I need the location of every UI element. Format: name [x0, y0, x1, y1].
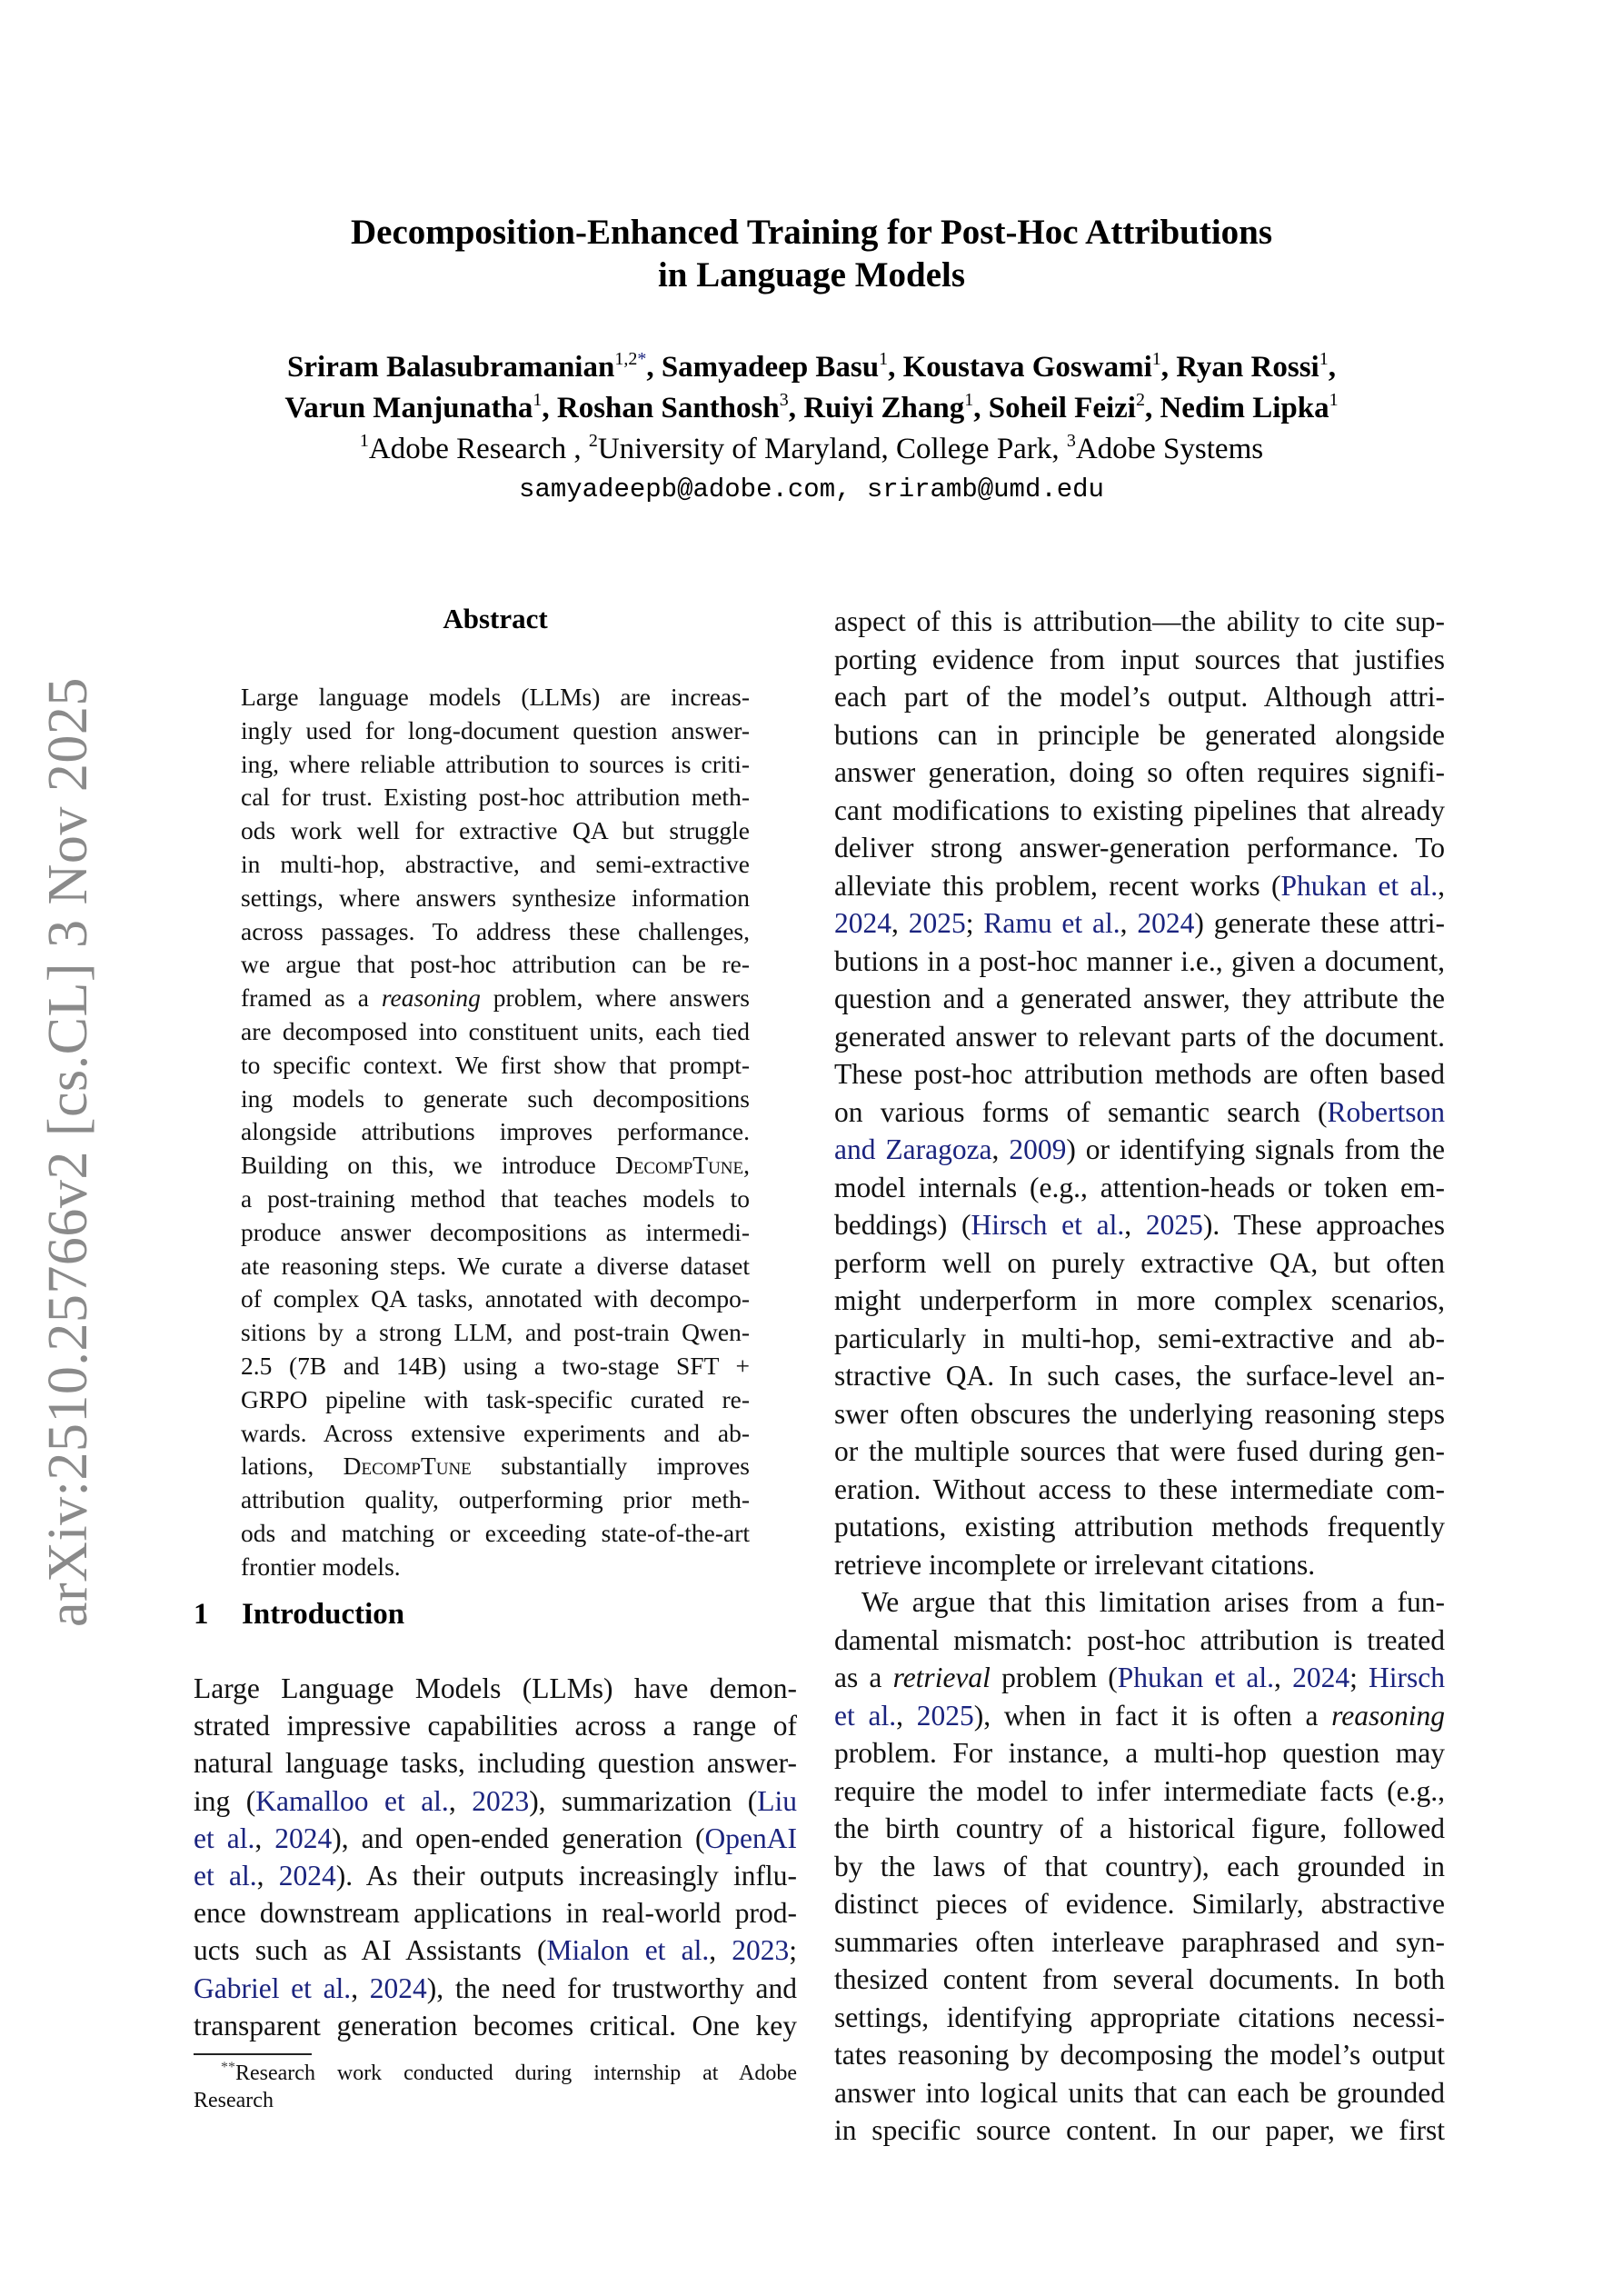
text-run: Large language models (LLMs) are increas-: [241, 683, 750, 711]
text-run: ;: [789, 1934, 798, 1967]
text-run: Large Language Models (LLMs) have demon-: [194, 1672, 797, 1704]
text-run: ,: [891, 907, 909, 939]
affiliation-marker: 1: [1319, 349, 1329, 369]
text-run: might underperform in more complex scenarios,: [834, 1284, 1445, 1316]
footnote-marker-link[interactable]: *: [637, 349, 647, 369]
text-run: swer often obscures the underlying reasoning steps: [834, 1397, 1445, 1430]
text-line: [241, 1417, 750, 1451]
text-run: ,: [991, 1133, 1010, 1165]
emphasis-text: reasoning: [381, 983, 481, 1013]
affiliation-marker: 2: [1135, 390, 1145, 410]
text-run: ing, where reliable attribution to sources is criti-: [241, 749, 750, 778]
text-line: [834, 1357, 1445, 1395]
text-run: Building on this, we introduce: [241, 1151, 615, 1180]
emphasis-text: retrieval: [892, 1662, 991, 1693]
text-run: ,: [448, 1784, 473, 1817]
text-line: [241, 1049, 750, 1083]
text-line: [834, 1583, 1445, 1622]
text-run: ,: [1120, 907, 1138, 939]
author-name: Samyadeep Basu: [661, 351, 880, 384]
text-run: ;: [965, 907, 984, 939]
citation-link[interactable]: 2009: [1009, 1133, 1067, 1165]
text-line: [834, 792, 1445, 830]
text-run: thesized content from several documents. In both: [834, 1963, 1445, 1995]
text-run: ods and matching or exceeding state-of-the-art: [241, 1518, 750, 1547]
text-run: distinct pieces of evidence. Similarly, abstractive: [834, 1888, 1445, 1920]
abstract-body: [241, 681, 750, 1584]
text-run: frontier models.: [241, 1552, 401, 1581]
text-line: [194, 1857, 797, 1894]
citation-link[interactable]: Ramu et al.: [983, 907, 1120, 939]
text-run: to specific context. We first show that prompt-: [241, 1050, 750, 1079]
text-run: porting evidence from input sources that justifies: [834, 643, 1445, 675]
emphasis-text: reasoning: [1331, 1699, 1446, 1732]
text-run: ,: [743, 1151, 750, 1180]
text-line: [834, 2074, 1445, 2112]
text-run: These post-hoc attribution methods are often based: [834, 1058, 1445, 1090]
citation-link[interactable]: and Zaragoza: [834, 1133, 992, 1165]
text-run: damental mismatch: post-hoc attribution is treated: [834, 1623, 1445, 1656]
text-line: [834, 1659, 1445, 1697]
text-run: ,: [1124, 1209, 1146, 1241]
text-run: ) or identifying signals from the: [1066, 1133, 1445, 1165]
text-line: [834, 678, 1445, 716]
text-line: [834, 1131, 1445, 1169]
text-line: [834, 1697, 1445, 1735]
text-run: tates reasoning by decomposing the model’s output: [834, 2039, 1445, 2071]
text-line: [241, 714, 750, 748]
text-line: [241, 748, 750, 782]
text-run: generated answer to relevant parts of the document.: [834, 1020, 1445, 1053]
text-run: answer generation, doing so often requires signifi-: [834, 756, 1445, 788]
text-run: we argue that post-hoc attribution can be re-: [241, 950, 750, 979]
text-run: beddings) (: [834, 1209, 971, 1241]
text-line: [834, 1961, 1445, 1999]
text-line: [241, 848, 750, 882]
citation-link[interactable]: 2024: [1292, 1662, 1350, 1693]
text-run: butions in a post-hoc manner i.e., given a document,: [834, 944, 1445, 977]
text-run: ate reasoning steps. We curate a diverse dataset: [241, 1251, 750, 1280]
text-run: across passages. To address these challenges,: [241, 916, 750, 945]
author-name: Roshan Santhosh: [556, 392, 780, 424]
text-run: alongside attributions improves performance.: [241, 1117, 750, 1146]
text-run: on various forms of semantic search (: [834, 1095, 1328, 1128]
text-run: ods work well for extractive QA but struggle: [241, 816, 750, 845]
affiliation-marker: 1: [533, 390, 543, 410]
text-line: [241, 1383, 750, 1417]
text-run: strated impressive capabilities across a range of: [194, 1710, 797, 1742]
text-line: [241, 1283, 750, 1316]
text-line: [834, 2036, 1445, 2074]
author-name: Soheil Feizi: [988, 392, 1136, 424]
affiliation-name: Adobe Systems: [1075, 433, 1264, 465]
citation-link[interactable]: 2024: [274, 1822, 333, 1854]
text-run: deliver strong answer-generation performance. To: [834, 832, 1445, 863]
author-name: Ryan Rossi: [1176, 351, 1319, 384]
text-run: ), summarization (: [529, 1784, 758, 1817]
footnote: [194, 2060, 797, 2114]
text-run: ,: [1438, 869, 1446, 902]
footnote-text: Research work conducted during internship at Adobe: [235, 2061, 797, 2085]
author-name: Sriram Balasubramanian: [287, 351, 615, 384]
text-run: by the laws of that country), each grounded in: [834, 1850, 1445, 1882]
text-run: butions can in principle be generated alongside: [834, 718, 1445, 751]
paper-title: [0, 211, 1623, 296]
citation-link[interactable]: Gabriel et al.: [194, 1972, 352, 2004]
text-run: wards. Across extensive experiments and ab-: [241, 1418, 750, 1447]
text-run: in multi-hop, abstractive, and semi-extractive: [241, 849, 750, 878]
citation-link[interactable]: Phukan et al.: [1280, 869, 1439, 902]
text-run: ), the need for trustworthy and: [426, 1972, 798, 2004]
text-line: [241, 882, 750, 915]
citation-link[interactable]: Hirsch: [1369, 1662, 1446, 1693]
text-line: [194, 1744, 797, 1782]
text-run: require the model to infer intermediate facts (e.g.,: [834, 1774, 1445, 1807]
affiliation-marker: 1: [879, 349, 889, 369]
text-run: ,: [896, 1699, 917, 1732]
text-line: [834, 1810, 1445, 1848]
text-run: ). These approaches: [1202, 1209, 1445, 1241]
text-line: [834, 716, 1445, 754]
affiliation-number: 3: [1066, 431, 1076, 451]
text-line: [241, 982, 750, 1015]
text-line: [194, 1782, 797, 1820]
text-line: [241, 1216, 750, 1250]
text-line: [834, 603, 1445, 641]
introduction-left-column: [194, 1670, 797, 2044]
affiliation-name: Adobe Research ,: [368, 433, 589, 465]
text-run: are decomposed into constituent units, each tied: [241, 1016, 750, 1045]
arxiv-identifier-stamp: arXiv:2510.25766v2 [cs.CL] 3 Nov 2025: [37, 677, 99, 1627]
text-line: [834, 1282, 1445, 1320]
author-line-2: Varun Manjunatha$^1$, Roshan Santhosh$^3$, Ruiyi Zhang$^1$, Soheil Feizi$^2$, Nedim Lipka$^1$: [284, 390, 1339, 424]
author-name: Koustava Goswami: [902, 351, 1152, 384]
citation-link[interactable]: et al.: [194, 1822, 255, 1854]
text-run: framed as a: [241, 983, 382, 1013]
paper-title-line-2: in Language Models: [657, 255, 966, 294]
text-line: [194, 1670, 797, 1707]
text-line: [834, 1471, 1445, 1509]
text-run: ing models to generate such decompositions: [241, 1083, 750, 1113]
text-line: [241, 1083, 750, 1116]
text-run: a post-training method that teaches models to: [241, 1183, 750, 1213]
text-run: attribution quality, outperforming prior meth-: [241, 1485, 750, 1514]
affiliation-marker: 1,2: [614, 349, 638, 369]
text-line: [834, 1999, 1445, 2037]
text-line: [241, 1517, 750, 1551]
affiliation-marker: 1: [964, 390, 974, 410]
text-run: sitions by a strong LLM, and post-train Qwen-: [241, 1318, 750, 1347]
text-line: [241, 1316, 750, 1350]
text-line: [834, 1433, 1445, 1471]
text-run: ingly used for long-document question answer-: [241, 715, 750, 744]
text-run: ing (: [194, 1784, 256, 1817]
text-line: [241, 1450, 750, 1483]
text-run: question and a generated answer, they attribute the: [834, 983, 1445, 1014]
text-run: each part of the model’s output. Although attri-: [834, 681, 1445, 713]
citation-link[interactable]: Liu: [757, 1784, 797, 1817]
text-line: [241, 1350, 750, 1383]
text-run: ,: [709, 1934, 732, 1967]
text-run: alleviate this problem, recent works (: [834, 869, 1281, 902]
text-line: [834, 1093, 1445, 1132]
text-line: [194, 1970, 797, 2007]
text-run: problem, where answers: [480, 983, 750, 1013]
text-line: [834, 1734, 1445, 1772]
text-line: [241, 1015, 750, 1049]
text-line: [834, 1055, 1445, 1093]
text-run: ,: [254, 1822, 275, 1854]
text-run: ), and open-ended generation (: [332, 1822, 705, 1854]
section-number: 1: [194, 1598, 209, 1631]
citation-link[interactable]: Kamalloo et al.: [255, 1784, 449, 1817]
text-run: cal for trust. Existing post-hoc attribution meth-: [241, 783, 750, 812]
text-line: [194, 2007, 797, 2044]
author-name: Nedim Lipka: [1160, 392, 1329, 424]
text-line: [834, 1923, 1445, 1962]
text-line: [834, 1885, 1445, 1923]
citation-link[interactable]: 2023: [732, 1934, 790, 1967]
text-line: [194, 1932, 797, 1969]
affiliation-marker: 3: [779, 390, 789, 410]
text-run: cant modifications to existing pipelines that already: [834, 794, 1445, 826]
text-line: [834, 867, 1445, 905]
text-run: settings, identifying appropriate citations necessi-: [834, 2001, 1445, 2033]
text-run: model internals (e.g., attention-heads or token em-: [834, 1171, 1445, 1203]
footnote-text: Research: [194, 2089, 274, 2112]
text-line: [834, 1772, 1445, 1811]
method-name: DecompTune: [343, 1452, 472, 1481]
text-line: [834, 641, 1445, 679]
text-line: [241, 948, 750, 982]
text-line: [241, 1250, 750, 1283]
text-run: summaries often interleave paraphrased and syn-: [834, 1925, 1445, 1958]
introduction-right-column: [834, 603, 1445, 2150]
text-run: settings, where answers synthesize information: [241, 883, 750, 912]
abstract-heading: Abstract: [443, 603, 548, 634]
text-run: eration. Without access to these intermediate com-: [834, 1472, 1445, 1505]
author-name: Ruiyi Zhang: [803, 392, 965, 424]
text-run: aspect of this is attribution—the ability to cite sup-: [834, 605, 1445, 637]
affiliation-marker: 1: [1151, 349, 1161, 369]
text-run: problem (: [990, 1662, 1118, 1693]
author-line-1: Sriram Balasubramanian$^{1,2*}$, Samyadeep Basu$^1$, Koustava Goswami$^1$, Ryan Rossi$^1$,: [287, 349, 1336, 384]
text-line: [834, 2111, 1445, 2150]
citation-link[interactable]: et al.: [194, 1859, 257, 1892]
citation-link[interactable]: OpenAI: [704, 1822, 797, 1854]
text-run: ,: [1274, 1662, 1293, 1693]
text-line: [194, 1707, 797, 1744]
footnote-divider: [194, 2053, 312, 2055]
text-run: GRPO pipeline with task-specific curated re-: [241, 1384, 750, 1413]
affiliation-name: University of Maryland, College Park,: [597, 433, 1067, 465]
method-name: DecompTune: [614, 1151, 744, 1180]
text-run: ), when in fact it is often a: [973, 1699, 1332, 1732]
text-line: [241, 1149, 750, 1183]
text-run: retrieve incomplete or irrelevant citations.: [834, 1548, 1316, 1581]
text-run: substantially improves: [471, 1452, 750, 1481]
text-line: [834, 1622, 1445, 1660]
text-run: ucts such as AI Assistants (: [194, 1934, 547, 1967]
text-line: [834, 1206, 1445, 1244]
text-run: as a: [834, 1662, 893, 1693]
text-run: the birth country of a historical figure, followed: [834, 1812, 1445, 1844]
text-run: of complex QA tasks, annotated with decompo-: [241, 1284, 750, 1313]
citation-link[interactable]: 2024: [1137, 907, 1195, 939]
citation-link[interactable]: 2025: [916, 1699, 974, 1732]
text-run: ,: [256, 1859, 279, 1892]
affiliation-number: 1: [359, 431, 369, 451]
text-run: 2.5 (7B and 14B) using a two-stage SFT +: [241, 1351, 750, 1380]
text-line: [194, 1820, 797, 1857]
citation-link[interactable]: 2024: [369, 1972, 427, 2004]
text-run: ,: [351, 1972, 370, 2004]
text-run: ;: [1349, 1662, 1369, 1693]
section-heading-introduction: [194, 1598, 404, 1631]
text-line: [834, 1169, 1445, 1207]
section-title: Introduction: [242, 1598, 405, 1631]
text-run: perform well on purely extractive QA, but often: [834, 1246, 1445, 1279]
text-run: lations,: [241, 1452, 344, 1481]
citation-link[interactable]: Robertson: [1327, 1095, 1445, 1128]
text-line: [834, 943, 1445, 981]
author-block: [0, 349, 1623, 508]
text-line: [241, 1115, 750, 1149]
text-line: [834, 754, 1445, 792]
citation-link[interactable]: 2024: [278, 1859, 336, 1892]
contact-emails[interactable]: samyadeepb@adobe.com, sriramb@umd.edu: [519, 474, 1104, 504]
citation-link[interactable]: 2024: [834, 907, 891, 939]
text-run: transparent generation becomes critical. One key: [194, 2009, 797, 2041]
text-line: [834, 980, 1445, 1018]
text-run: ence downstream applications in real-world prod-: [194, 1897, 797, 1930]
text-run: stractive QA. In such cases, the surface-level an-: [834, 1360, 1445, 1392]
text-line: [834, 1244, 1445, 1283]
citation-link[interactable]: 2025: [908, 907, 966, 939]
affiliation-marker: 1: [1329, 390, 1339, 410]
text-line: [834, 829, 1445, 867]
text-line: [241, 681, 750, 714]
footnote-line: [194, 2060, 797, 2087]
affiliation-number: 2: [588, 431, 598, 451]
text-line: [194, 1894, 797, 1932]
text-line: [834, 1320, 1445, 1358]
citation-link[interactable]: Phukan et al.: [1117, 1662, 1274, 1693]
citation-link[interactable]: Mialon et al.: [546, 1934, 710, 1967]
text-line: [834, 1018, 1445, 1056]
text-line: [834, 1508, 1445, 1546]
text-line: [834, 1848, 1445, 1886]
text-run: We argue that this limitation arises from a fun-: [861, 1586, 1445, 1618]
citation-link[interactable]: Hirsch et al.: [971, 1209, 1125, 1241]
paper-title-line-1: Decomposition-Enhanced Training for Post-Hoc Attributions: [350, 213, 1273, 252]
text-line: [241, 1483, 750, 1517]
footnote-line: [194, 2087, 797, 2114]
text-line: [241, 1183, 750, 1216]
text-line: [834, 1395, 1445, 1433]
text-run: putations, existing attribution methods frequently: [834, 1511, 1445, 1542]
citation-link[interactable]: 2025: [1145, 1209, 1203, 1241]
text-line: [834, 904, 1445, 943]
text-line: [241, 915, 750, 949]
text-run: ) generate these attri-: [1194, 907, 1445, 939]
text-run: problem. For instance, a multi-hop question may: [834, 1737, 1445, 1769]
footnote-marker: **: [221, 2060, 235, 2075]
author-name: Varun Manjunatha: [284, 392, 533, 424]
text-run: ). As their outputs increasingly influ-: [335, 1859, 797, 1892]
affiliations: [0, 431, 1623, 472]
text-run: in specific source content. In our paper, we first: [834, 2114, 1445, 2146]
text-run: answer into logical units that can each be grounded: [834, 2076, 1445, 2109]
text-run: particularly in multi-hop, semi-extractive and ab-: [834, 1322, 1445, 1354]
citation-link[interactable]: et al.: [834, 1699, 897, 1732]
text-line: [241, 1551, 750, 1584]
text-run: produce answer decompositions as intermedi-: [241, 1217, 750, 1246]
text-line: [241, 814, 750, 848]
text-line: [241, 781, 750, 814]
text-run: natural language tasks, including question answer-: [194, 1747, 797, 1780]
text-run: or the multiple sources that were fused during gen-: [834, 1435, 1445, 1467]
citation-link[interactable]: 2023: [472, 1784, 530, 1817]
text-line: [834, 1546, 1445, 1584]
